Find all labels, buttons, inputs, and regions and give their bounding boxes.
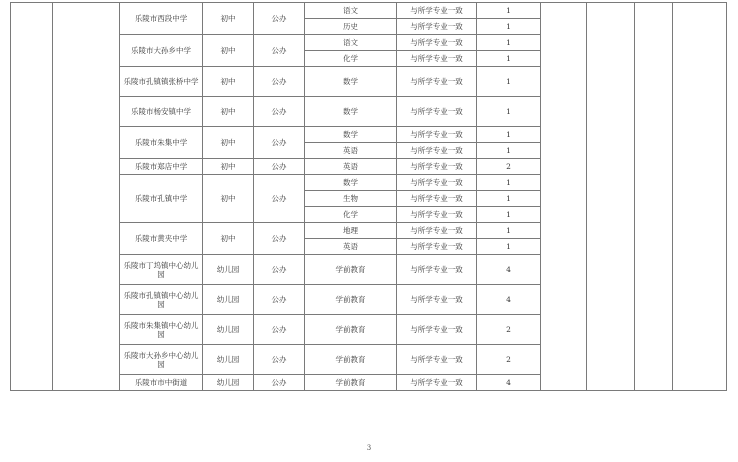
count-cell: 2 <box>477 159 541 175</box>
requirement-cell: 与所学专业一致 <box>397 223 477 239</box>
count-cell: 1 <box>477 35 541 51</box>
school-cell: 乐陵市大孙乡中心幼儿园 <box>120 345 203 375</box>
requirement-cell: 与所学专业一致 <box>397 97 477 127</box>
requirement-cell: 与所学专业一致 <box>397 159 477 175</box>
level-cell: 初中 <box>203 127 254 159</box>
level-cell: 初中 <box>203 35 254 67</box>
type-cell: 公办 <box>254 285 305 315</box>
count-cell: 1 <box>477 19 541 35</box>
requirement-cell: 与所学专业一致 <box>397 191 477 207</box>
level-cell: 初中 <box>203 223 254 255</box>
level-cell: 初中 <box>203 175 254 223</box>
requirement-cell: 与所学专业一致 <box>397 127 477 143</box>
requirement-cell: 与所学专业一致 <box>397 255 477 285</box>
level-cell: 幼儿园 <box>203 375 254 391</box>
count-cell: 1 <box>477 223 541 239</box>
requirement-cell: 与所学专业一致 <box>397 3 477 19</box>
type-cell: 公办 <box>254 223 305 255</box>
level-cell: 幼儿园 <box>203 255 254 285</box>
school-cell: 乐陵市杨安镇中学 <box>120 97 203 127</box>
requirement-cell: 与所学专业一致 <box>397 51 477 67</box>
count-cell: 1 <box>477 3 541 19</box>
school-cell: 乐陵市黄夹中学 <box>120 223 203 255</box>
subject-cell: 英语 <box>305 239 397 255</box>
requirement-cell: 与所学专业一致 <box>397 375 477 391</box>
type-cell: 公办 <box>254 35 305 67</box>
requirement-cell: 与所学专业一致 <box>397 285 477 315</box>
type-cell: 公办 <box>254 3 305 35</box>
requirement-cell: 与所学专业一致 <box>397 35 477 51</box>
type-cell: 公办 <box>254 67 305 97</box>
subject-cell: 化学 <box>305 51 397 67</box>
subject-cell: 学前教育 <box>305 285 397 315</box>
page-number: 3 <box>366 444 372 452</box>
type-cell: 公办 <box>254 127 305 159</box>
school-cell: 乐陵市郑店中学 <box>120 159 203 175</box>
subject-cell: 地理 <box>305 223 397 239</box>
count-cell: 1 <box>477 67 541 97</box>
school-cell: 乐陵市大孙乡中学 <box>120 35 203 67</box>
count-cell: 1 <box>477 143 541 159</box>
requirement-cell: 与所学专业一致 <box>397 19 477 35</box>
school-cell: 乐陵市孔镇中学 <box>120 175 203 223</box>
subject-cell: 语文 <box>305 3 397 19</box>
requirement-cell: 与所学专业一致 <box>397 175 477 191</box>
type-cell: 公办 <box>254 175 305 223</box>
count-cell: 2 <box>477 345 541 375</box>
requirement-cell: 与所学专业一致 <box>397 239 477 255</box>
school-cell: 乐陵市朱集镇中心幼儿园 <box>120 315 203 345</box>
level-cell: 初中 <box>203 67 254 97</box>
type-cell: 公办 <box>254 159 305 175</box>
subject-cell: 学前教育 <box>305 315 397 345</box>
subject-cell: 学前教育 <box>305 255 397 285</box>
school-cell: 乐陵市孔镇镇张桥中学 <box>120 67 203 97</box>
count-cell: 4 <box>477 375 541 391</box>
count-cell: 2 <box>477 315 541 345</box>
subject-cell: 学前教育 <box>305 345 397 375</box>
level-cell: 初中 <box>203 3 254 35</box>
count-cell: 4 <box>477 255 541 285</box>
subject-cell: 数学 <box>305 175 397 191</box>
type-cell: 公办 <box>254 97 305 127</box>
subject-cell: 学前教育 <box>305 375 397 391</box>
school-cell: 乐陵市市中街道 <box>120 375 203 391</box>
school-cell: 乐陵市丁坞镇中心幼儿园 <box>120 255 203 285</box>
school-cell: 乐陵市西段中学 <box>120 3 203 35</box>
subject-cell: 数学 <box>305 127 397 143</box>
merged-cell-col11 <box>635 3 673 391</box>
level-cell: 幼儿园 <box>203 285 254 315</box>
count-cell: 1 <box>477 175 541 191</box>
recruitment-table <box>10 2 727 391</box>
merged-cell-col9 <box>541 3 587 391</box>
level-cell: 幼儿园 <box>203 315 254 345</box>
level-cell: 初中 <box>203 159 254 175</box>
table-row <box>11 3 727 19</box>
count-cell: 1 <box>477 51 541 67</box>
subject-cell: 数学 <box>305 97 397 127</box>
count-cell: 1 <box>477 127 541 143</box>
requirement-cell: 与所学专业一致 <box>397 143 477 159</box>
subject-cell: 语文 <box>305 35 397 51</box>
requirement-cell: 与所学专业一致 <box>397 207 477 223</box>
count-cell: 1 <box>477 239 541 255</box>
subject-cell: 数学 <box>305 67 397 97</box>
count-cell: 1 <box>477 97 541 127</box>
requirement-cell: 与所学专业一致 <box>397 315 477 345</box>
subject-cell: 英语 <box>305 159 397 175</box>
count-cell: 1 <box>477 191 541 207</box>
school-cell: 乐陵市朱集中学 <box>120 127 203 159</box>
subject-cell: 历史 <box>305 19 397 35</box>
subject-cell: 英语 <box>305 143 397 159</box>
type-cell: 公办 <box>254 255 305 285</box>
type-cell: 公办 <box>254 375 305 391</box>
merged-cell-col2 <box>53 3 120 391</box>
requirement-cell: 与所学专业一致 <box>397 345 477 375</box>
school-cell: 乐陵市孔镇镇中心幼儿园 <box>120 285 203 315</box>
requirement-cell: 与所学专业一致 <box>397 67 477 97</box>
subject-cell: 生物 <box>305 191 397 207</box>
count-cell: 1 <box>477 207 541 223</box>
merged-cell-col1 <box>11 3 53 391</box>
count-cell: 4 <box>477 285 541 315</box>
level-cell: 初中 <box>203 97 254 127</box>
type-cell: 公办 <box>254 345 305 375</box>
type-cell: 公办 <box>254 315 305 345</box>
level-cell: 幼儿园 <box>203 345 254 375</box>
merged-cell-col12 <box>673 3 727 391</box>
merged-cell-col10 <box>587 3 635 391</box>
subject-cell: 化学 <box>305 207 397 223</box>
